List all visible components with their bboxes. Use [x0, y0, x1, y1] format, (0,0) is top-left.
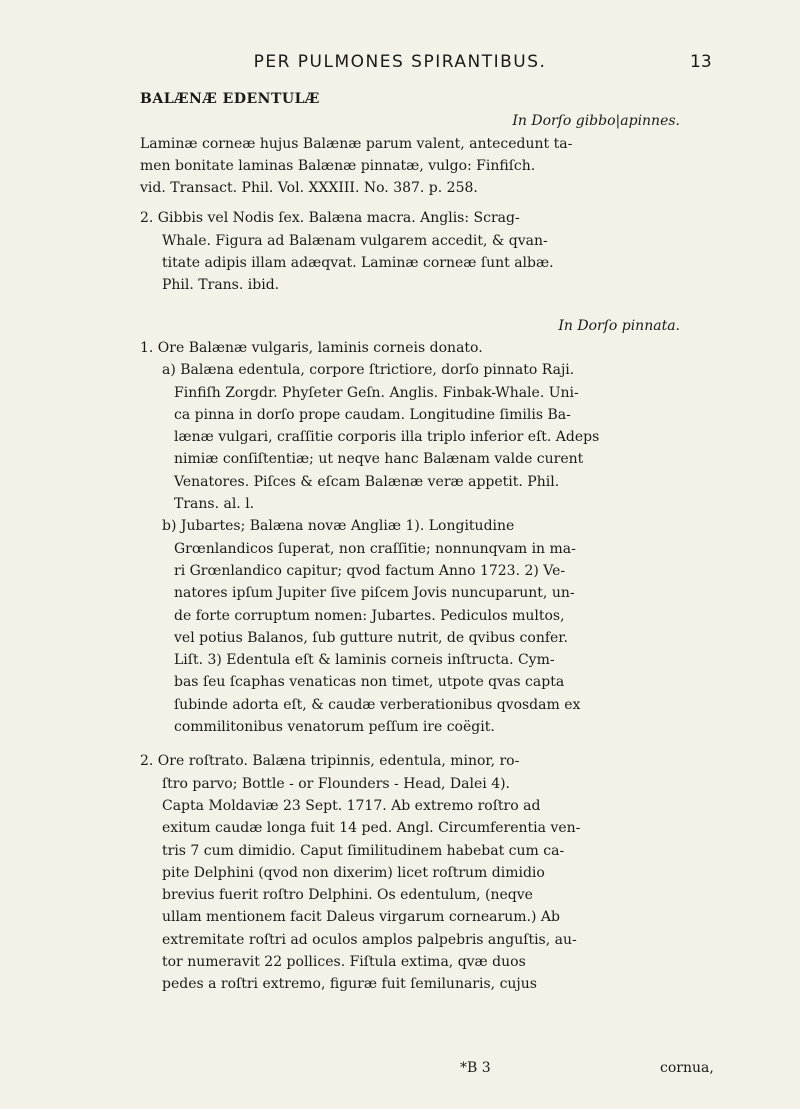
text-line: 1. Ore Balænæ vulgaris, laminis corneis donato.: [140, 339, 483, 356]
text-line: 2. Gibbis vel Nodis ſex. Balæna macra. Anglis: Scrag-: [140, 210, 520, 227]
text-line: nimiæ conſiſtentiæ; ut neqve hanc Balænam valde curent: [174, 451, 584, 468]
catchword: cornua,: [660, 1060, 714, 1076]
text-line: tor numeravit 22 pollices. Fiſtula extima, qvæ duos: [162, 953, 526, 970]
page-number: 13: [690, 52, 712, 72]
text-line: b) Jubartes; Balæna novæ Angliæ 1). Longitudine: [162, 518, 515, 535]
body-text: [140, 88, 720, 996]
text-line: ri Grœnlandico capitur; qvod factum Anno 1723. 2) Ve-: [174, 562, 566, 579]
text-line: men bonitate laminas Balænæ pinnatæ, vulgo: Finfiſch.: [140, 157, 536, 174]
text-line: brevius fuerit roſtro Delphini. Os edentulum, (neqve: [162, 887, 533, 904]
signature-mark: *B 3: [460, 1060, 491, 1076]
text-line: Phil. Trans. ibid.: [162, 277, 280, 294]
text-line: commilitonibus venatorum peſſum ire coëgit.: [174, 719, 495, 736]
running-title: PER PULMONES SPIRANTIBUS.: [253, 52, 547, 72]
text-line: 2. Ore roſtrato. Balæna tripinnis, edentula, minor, ro-: [140, 753, 520, 770]
text-line: Grœnlandicos ſuperat, non craſſitie; nonnunqvam in ma-: [174, 540, 576, 557]
text-line: bas ſeu ſcaphas venaticas non timet, utpote qvas capta: [174, 674, 565, 691]
text-line: Whale. Figura ad Balænam vulgarem accedit, & qvan-: [162, 232, 548, 249]
text-line: Laminæ corneæ hujus Balænæ parum valent, antecedunt ta-: [140, 135, 573, 152]
text-line: Finfiſh Zorgdr. Phyſeter Geſn. Anglis. Finbak-Whale. Uni-: [174, 384, 579, 401]
text-line: extremitate roſtri ad oculos amplos palpebris anguſtis, au-: [162, 931, 577, 948]
text-line: lænæ vulgari, craſſitie corporis illa triplo inferior eſt. Adeps: [174, 429, 600, 446]
text-line: vid. Transact. Phil. Vol. XXXIII. No. 387. p. 258.: [140, 180, 478, 197]
text-line: Trans. al. l.: [174, 496, 255, 513]
text-line: natores ipſum Jupiter ſive piſcem Jovis nuncuparunt, un-: [174, 585, 575, 602]
sub-heading: In Dorſo gibbo|apinnes.: [512, 113, 680, 130]
text-line: pedes a roſtri extremo, figuræ fuit ſemilunaris, cujus: [162, 976, 537, 993]
text-line: exitum caudæ longa fuit 14 ped. Angl. Circumferentia ven-: [162, 820, 581, 837]
text-line: Capta Moldaviæ 23 Sept. 1717. Ab extremo roſtro ad: [162, 797, 541, 814]
text-line: de forte corruptum nomen: Jubartes. Pediculos multos,: [174, 607, 565, 624]
text-line: pite Delphini (qvod non dixerim) licet roſtrum dimidio: [162, 864, 545, 881]
text-line: ſubinde adorta eſt, & caudæ verberationibus qvosdam ex: [174, 696, 581, 713]
text-line: Venatores. Piſces & eſcam Balænæ veræ appetit. Phil.: [174, 473, 560, 490]
text-line: a) Balæna edentula, corpore ſtrictiore, dorſo pinnato Raji.: [162, 362, 575, 379]
section-heading: BALÆNÆ EDENTULÆ: [140, 91, 320, 107]
text-line: vel potius Balanos, ſub gutture nutrit, de qvibus confer.: [174, 629, 568, 646]
text-line: tris 7 cum dimidio. Caput ſimilitudinem habebat cum ca-: [162, 842, 565, 859]
text-line: ſtro parvo; Bottle - or Flounders - Head, Dalei 4).: [162, 775, 511, 792]
text-line: Liſt. 3) Edentula eſt & laminis corneis inſtructa. Cym-: [174, 652, 555, 669]
text-line: ullam mentionem facit Daleus virgarum cornearum.) Ab: [162, 909, 560, 926]
text-line: ca pinna in dorſo prope caudam. Longitudine ſimilis Ba-: [174, 406, 571, 423]
text-line: titate adipis illam adæqvat. Laminæ corneæ ſunt albæ.: [162, 255, 554, 272]
sub-heading: In Dorſo pinnata.: [558, 317, 680, 334]
